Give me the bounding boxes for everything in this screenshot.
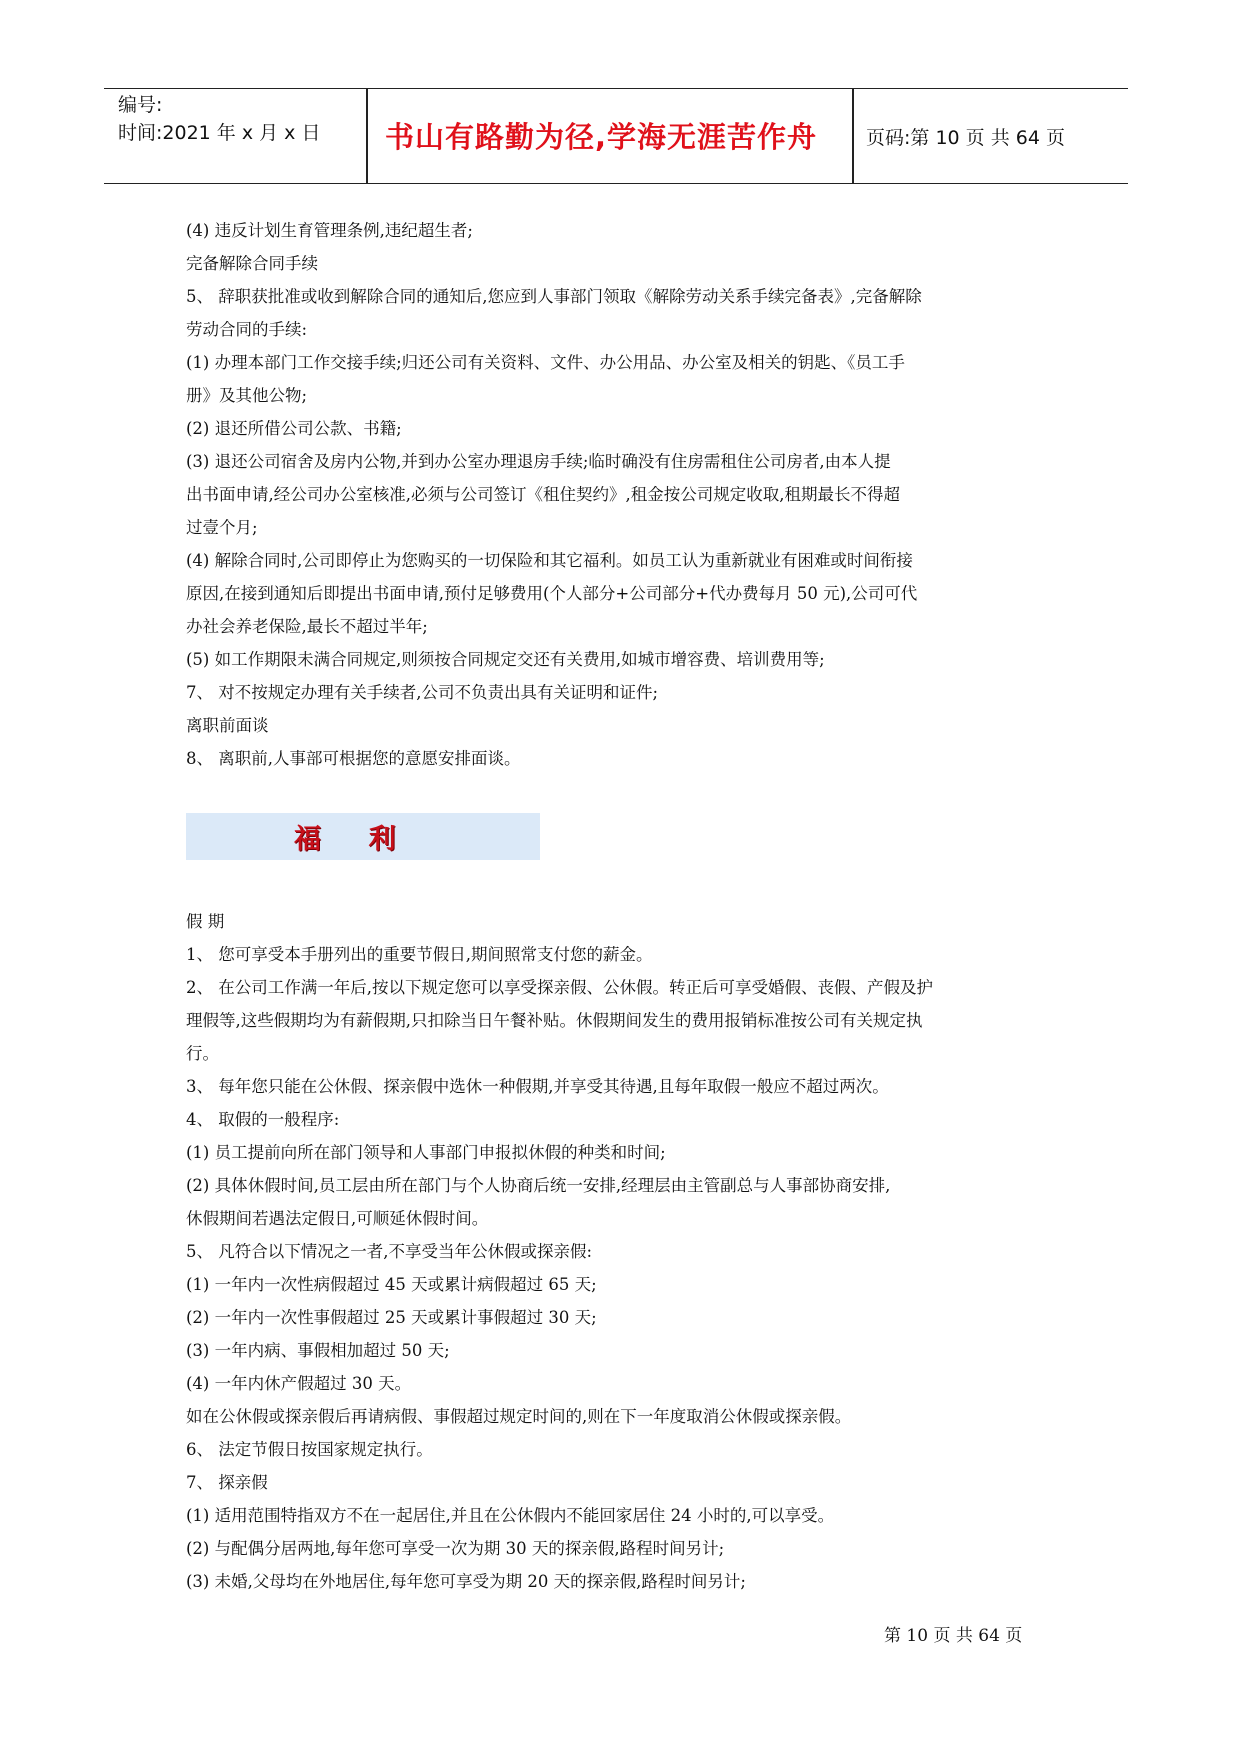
text-line: 5、 凡符合以下情况之一者,不享受当年公休假或探亲假: (186, 1242, 593, 1261)
text-line: 理假等,这些假期均为有薪假期,只扣除当日午餐补贴。休假期间发生的费用报销标准按公司有关规定执 (186, 1011, 923, 1030)
document-time-label: 时间:2021 年 x 月 x 日 (118, 122, 321, 144)
text-line: (5) 如工作期限未满合同规定,则须按合同规定交还有关费用,如城市增容费、培训费用等; (186, 650, 825, 669)
header-divider-right (852, 89, 854, 183)
text-line: 行。 (186, 1044, 219, 1063)
section-title: 福 利 (294, 824, 398, 855)
text-line: (2) 一年内一次性事假超过 25 天或累计事假超过 30 天; (186, 1308, 597, 1327)
text-line: 8、 离职前,人事部可根据您的意愿安排面谈。 (186, 749, 521, 768)
page-footer: 第 10 页 共 64 页 (884, 1626, 1023, 1646)
header-meta (118, 91, 320, 147)
text-line: (1) 适用范围特指双方不在一起居住,并且在公休假内不能回家居住 24 小时的,可以享受。 (186, 1506, 835, 1525)
text-line: (3) 退还公司宿舍及房内公物,并到办公室办理退房手续;临时确没有住房需租住公司房者,由本人提 (186, 452, 891, 471)
text-line: 7、 探亲假 (186, 1473, 268, 1492)
text-line: 完备解除合同手续 (186, 254, 318, 273)
text-line: 3、 每年您只能在公休假、探亲假中选休一种假期,并享受其待遇,且每年取假一般应不超过两次。 (186, 1077, 889, 1096)
text-line: 出书面申请,经公司办公室核准,必须与公司签订《租住契约》,租金按公司规定收取,租期最长不得超 (186, 485, 900, 504)
text-line: 1、 您可享受本手册列出的重要节假日,期间照常支付您的薪金。 (186, 945, 653, 964)
text-line: (1) 办理本部门工作交接手续;归还公司有关资料、文件、办公用品、办公室及相关的钥匙、《员工手 (186, 353, 905, 372)
text-line: (1) 员工提前向所在部门领导和人事部门申报拟休假的种类和时间; (186, 1143, 666, 1162)
text-line: 7、 对不按规定办理有关手续者,公司不负责出具有关证明和证件; (186, 683, 659, 702)
text-line: 2、 在公司工作满一年后,按以下规定您可以享受探亲假、公休假。转正后可享受婚假、丧假、产假及护 (186, 978, 933, 997)
text-line: 劳动合同的手续: (186, 320, 308, 339)
header-motto: 书山有路勤为径,学海无涯苦作舟 (384, 120, 818, 154)
header-page-number: 页码:第 10 页 共 64 页 (866, 127, 1065, 149)
text-line: 如在公休假或探亲假后再请病假、事假超过规定时间的,则在下一年度取消公休假或探亲假。 (186, 1407, 852, 1426)
text-line: 办社会养老保险,最长不超过半年; (186, 617, 428, 636)
text-line: 5、 辞职获批准或收到解除合同的通知后,您应到人事部门领取《解除劳动关系手续完备表》,完备解除 (186, 287, 922, 306)
section-heading-bar (186, 813, 540, 860)
text-line: 6、 法定节假日按国家规定执行。 (186, 1440, 433, 1459)
text-line: (4) 违反计划生育管理条例,违纪超生者; (186, 221, 473, 240)
text-line: (3) 一年内病、事假相加超过 50 天; (186, 1341, 450, 1360)
document-number-label: 编号: (118, 94, 163, 116)
text-line: (4) 一年内休产假超过 30 天。 (186, 1374, 412, 1393)
text-line: (3) 未婚,父母均在外地居住,每年您可享受为期 20 天的探亲假,路程时间另计; (186, 1572, 746, 1591)
text-line: 休假期间若遇法定假日,可顺延休假时间。 (186, 1209, 489, 1228)
text-line: (4) 解除合同时,公司即停止为您购买的一切保险和其它福利。如员工认为重新就业有困难或时间衔接 (186, 551, 913, 570)
page-header (104, 88, 1128, 184)
text-line: (1) 一年内一次性病假超过 45 天或累计病假超过 65 天; (186, 1275, 597, 1294)
text-line: 过壹个月; (186, 518, 258, 537)
text-line: 4、 取假的一般程序: (186, 1110, 340, 1129)
text-line: 假 期 (186, 912, 225, 931)
text-line: (2) 具体休假时间,员工层由所在部门与个人协商后统一安排,经理层由主管副总与人事部协商安排, (186, 1176, 891, 1195)
text-line: 离职前面谈 (186, 716, 269, 735)
text-line: 册》及其他公物; (186, 386, 308, 405)
text-line: (2) 退还所借公司公款、书籍; (186, 419, 402, 438)
text-line: (2) 与配偶分居两地,每年您可享受一次为期 30 天的探亲假,路程时间另计; (186, 1539, 725, 1558)
body-text-bottom (186, 905, 1056, 1598)
text-line: 原因,在接到通知后即提出书面申请,预付足够费用(个人部分+公司部分+代办费每月 50 元),公司可代 (186, 584, 918, 603)
body-text-top (186, 214, 1056, 775)
